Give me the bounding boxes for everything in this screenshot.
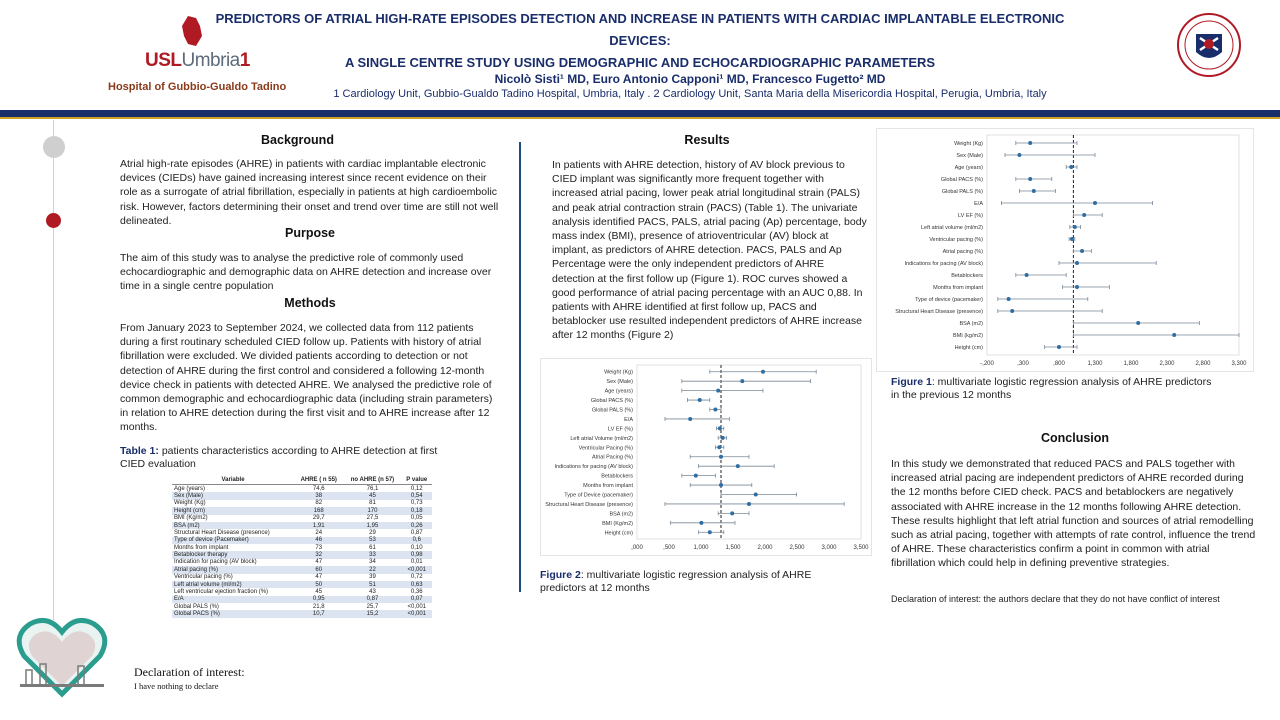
table-cell-value: 32 xyxy=(294,551,343,558)
declaration-left-text: I have nothing to declare xyxy=(134,681,219,691)
estimate-point xyxy=(718,426,722,430)
table-cell-variable: E/A xyxy=(172,596,294,603)
table-cell-value: 29,7 xyxy=(312,515,325,522)
forest-label: Atrial pacing (%) xyxy=(942,249,983,255)
table-row xyxy=(172,544,432,551)
table1-caption-label: Table 1: xyxy=(120,445,159,457)
table-cell-value: 0,01 xyxy=(410,559,423,566)
umbria-map-icon xyxy=(178,14,206,48)
forest-label: Months from implant xyxy=(933,285,983,291)
table-cell-variable: Sex (Male) xyxy=(172,492,294,499)
authors: Nicolò Sisti¹ MD, Euro Antonio Capponi¹ MD, Francesco Fugetto² MD xyxy=(494,72,886,86)
table-cell-variable: Global PALS (%) xyxy=(174,603,219,610)
forest-label: BMI (Kg/m2) xyxy=(602,520,633,527)
estimate-point xyxy=(719,483,723,487)
table-cell-value: 34 xyxy=(369,559,376,566)
estimate-point xyxy=(1136,321,1140,325)
forest-label: BSA (m2) xyxy=(609,511,633,518)
affiliation: 1 Cardiology Unit, Gubbio-Gualdo Tadino Hospital, Umbria, Italy . 2 Cardiology Unit, Santa Maria della Misericordia Hospital, Perugia, Umbria, Italy xyxy=(333,88,1047,100)
forest-label: E/A xyxy=(974,201,983,207)
estimate-point xyxy=(688,417,692,421)
table-cell-value: 0,10 xyxy=(410,544,423,551)
table1-body xyxy=(172,485,432,618)
forest-label: Global PACS (%) xyxy=(590,398,633,405)
university-seal xyxy=(1176,12,1242,83)
x-tick-label: 2,300 xyxy=(1159,361,1175,367)
estimate-point xyxy=(754,493,758,497)
table-cell-variable: Left ventricular ejection fraction (%) xyxy=(174,588,269,595)
table-row xyxy=(172,507,432,514)
forest-label: Sex (Male) xyxy=(956,153,983,159)
forest-label: Months from implant xyxy=(583,483,633,490)
estimate-point xyxy=(698,398,702,402)
table-row xyxy=(172,588,432,595)
table-row xyxy=(172,559,432,566)
estimate-point xyxy=(761,370,765,374)
table1-caption-text: patients characteristics according to AHRE detection at first CIED evaluation xyxy=(120,445,438,470)
title-line-2: A SINGLE CENTRE STUDY USING DEMOGRAPHIC AND ECHOCARDIOGRAPHIC PARAMETERS xyxy=(344,55,936,70)
figure2-box xyxy=(540,358,872,556)
x-tick-label: 1,500 xyxy=(725,545,741,551)
forest-label: Weight (Kg) xyxy=(954,141,983,147)
estimate-point xyxy=(1075,285,1079,289)
x-tick-label: ,500 xyxy=(663,545,675,551)
table1-caption xyxy=(120,445,450,471)
table-cell-value: 10,7 xyxy=(294,610,343,617)
purpose-heading: Purpose xyxy=(284,226,335,240)
table-cell-value: 0,12 xyxy=(410,485,423,492)
forest-label: Ventricular Pacing (%) xyxy=(578,445,633,452)
forest-label: LV EF (%) xyxy=(958,213,983,219)
forest-label: Sex (Male) xyxy=(606,379,633,386)
table-cell-value: 81 xyxy=(369,500,376,507)
table-cell-value: 46 xyxy=(294,537,343,544)
decorative-timeline xyxy=(53,120,54,620)
table1-col-header: AHRE ( n 55) xyxy=(294,476,343,485)
x-tick-label: 3,500 xyxy=(853,545,869,551)
methods-heading: Methods xyxy=(284,296,336,310)
table-row xyxy=(172,515,432,522)
figure1-box xyxy=(876,128,1254,372)
figure2-caption xyxy=(540,569,860,595)
table-cell-value: 47 xyxy=(315,574,323,581)
x-tick-label: 1,000 xyxy=(693,545,709,551)
estimate-point xyxy=(1025,273,1029,277)
table-cell-value: 0,26 xyxy=(402,522,433,529)
table-cell-value: 39 xyxy=(369,574,376,581)
figure1-caption-label: Figure 1 xyxy=(891,376,932,388)
forest-label: Atrial Pacing (%) xyxy=(592,454,633,461)
table-cell-value: 0,18 xyxy=(402,507,433,514)
heart-logo xyxy=(12,606,112,711)
table-cell-variable: BMI (Kg/m2) xyxy=(174,515,208,522)
table-row xyxy=(172,596,432,603)
table-cell-value: 0,6 xyxy=(402,537,433,544)
table-row xyxy=(172,574,432,581)
forest-label: BMI (kg/m2) xyxy=(953,333,983,339)
table-row xyxy=(172,492,432,499)
table-cell-value: 1,91 xyxy=(294,522,343,529)
table-cell-value: 73 xyxy=(315,544,323,551)
table-cell-value: 0,36 xyxy=(410,588,423,595)
forest-label: Type of Device (pacemaker) xyxy=(564,492,633,499)
table-cell-variable: Weight (Kg) xyxy=(174,500,206,507)
conclusion-text: In this study we demonstrated that reduced PACS and PALS together with increased atrial pacing are independent predictors of AHRE recorded during the 12 months before CIED check. PACS and betablockers are negatively associated with AHRE increase in the 12 months following AHRE detection. These results highlight that left atrial function and sources of atrial remodelling such as atrial pacing, together with attempts of rate control, influence the trend of AHRE. These characteristics confirm a point in common with atrial fibrillation which could help in defining preventive strategies. xyxy=(891,458,1256,570)
table1-col-header: no AHRE (n 57) xyxy=(343,476,401,485)
estimate-point xyxy=(740,379,744,383)
forest-label: Type of device (pacemaker) xyxy=(915,297,983,303)
x-tick-label: ,000 xyxy=(631,545,643,551)
x-tick-label: ,300 xyxy=(1017,361,1029,367)
usl-logo-mark xyxy=(178,14,206,53)
table1-header-row xyxy=(172,476,432,485)
forest-label: Ventricular pacing (%) xyxy=(929,237,983,243)
conclusion-declaration: Declaration of interest: the authors declare that they do not have conflict of interest xyxy=(891,594,1220,604)
estimate-point xyxy=(708,530,712,534)
forest-label: Global PALS (%) xyxy=(591,407,633,414)
table-cell-value: 21,8 xyxy=(312,603,325,610)
forest-label: Height (cm) xyxy=(954,345,983,351)
estimate-point xyxy=(694,474,698,478)
estimate-point xyxy=(1073,225,1077,229)
table-cell-value: 0,07 xyxy=(402,596,433,603)
table-cell-value: 33 xyxy=(343,551,401,558)
table-cell-value: 0,73 xyxy=(410,500,423,507)
table-cell-value: 51 xyxy=(343,581,401,588)
estimate-point xyxy=(713,408,717,412)
x-tick-label: 3,000 xyxy=(821,545,837,551)
figure2-caption-text: : multivariate logistic regression analysis of AHRE predictors at 12 months xyxy=(540,569,812,594)
table-cell-value: <0,001 xyxy=(402,566,433,573)
table-cell-value: 45 xyxy=(315,588,323,595)
table-cell-value: 29 xyxy=(369,529,376,536)
estimate-point xyxy=(1017,153,1021,157)
table-cell-value: 0,05 xyxy=(410,515,423,522)
table-row xyxy=(172,485,432,493)
forest-label: Structural Heart Disease (presence) xyxy=(545,501,633,508)
poster-title xyxy=(205,8,1075,74)
table1 xyxy=(172,476,432,618)
forest-label: Betablockers xyxy=(951,273,983,279)
table-row xyxy=(172,529,432,536)
table-row xyxy=(172,500,432,507)
figure2-caption-label: Figure 2 xyxy=(540,569,581,581)
x-tick-label: ,800 xyxy=(1053,361,1065,367)
table-cell-value: 0,54 xyxy=(402,492,433,499)
estimate-point xyxy=(730,511,734,515)
title-line-1: PREDICTORS OF ATRIAL HIGH-RATE EPISODES DETECTION AND INCREASE IN PATIENTS WITH CARDIAC IMPLANTABLE ELECTRONIC DEVICES: xyxy=(215,11,1065,48)
x-tick-label: 3,300 xyxy=(1231,361,1247,367)
estimate-point xyxy=(719,455,723,459)
table-cell-variable: Type of device (Pacemaker) xyxy=(172,537,294,544)
x-tick-label: 1,300 xyxy=(1087,361,1103,367)
university-seal-icon xyxy=(1176,12,1242,78)
table-cell-variable: Indication for pacing (AV block) xyxy=(174,559,257,566)
heart-icon xyxy=(12,606,112,706)
table-cell-value: 60 xyxy=(294,566,343,573)
forest-label: Indications for pacing (AV block) xyxy=(904,261,983,267)
table-row xyxy=(172,581,432,588)
table-cell-value: 22 xyxy=(343,566,401,573)
table-row xyxy=(172,610,432,617)
table-row xyxy=(172,537,432,544)
table-cell-value: 25,7 xyxy=(366,603,379,610)
table-cell-value: 0,95 xyxy=(294,596,343,603)
x-tick-label: 2,500 xyxy=(789,545,805,551)
header-band-accent xyxy=(0,117,1280,119)
table-row xyxy=(172,566,432,573)
table-cell-value: 0,87 xyxy=(343,596,401,603)
x-tick-label: 2,000 xyxy=(757,545,773,551)
table-cell-variable: Ventricular pacing (%) xyxy=(174,574,233,581)
table-cell-value: 0,63 xyxy=(402,581,433,588)
estimate-point xyxy=(1069,165,1073,169)
column-divider xyxy=(519,142,521,592)
estimate-point xyxy=(721,436,725,440)
figure1-caption-text: : multivariate logistic regression analysis of AHRE predictors in the previous 12 months xyxy=(891,376,1212,401)
estimate-point xyxy=(716,389,720,393)
table-cell-value: <0,001 xyxy=(402,610,433,617)
table-cell-variable: Structural Heart Disease (presence) xyxy=(174,529,270,536)
estimate-point xyxy=(736,464,740,468)
table-cell-value: 0,72 xyxy=(410,574,423,581)
table-cell-value: 38 xyxy=(294,492,343,499)
estimate-point xyxy=(1070,237,1074,241)
results-heading: Results xyxy=(684,133,730,147)
estimate-point xyxy=(747,502,751,506)
forest-label: Left atrial volume (ml/m2) xyxy=(920,225,983,231)
hospital-name: Hospital of Gubbio-Gualdo Tadino xyxy=(108,81,287,93)
table-cell-variable: BSA (m2) xyxy=(172,522,294,529)
table-cell-variable: Global PACS (%) xyxy=(172,610,294,617)
table-cell-value: 168 xyxy=(294,507,343,514)
purpose-text: The aim of this study was to analyse the predictive role of commonly used echocardiographic and demographic data on AHRE detection and increase over time in a single centre population xyxy=(120,252,492,293)
table-cell-value: 0,98 xyxy=(402,551,433,558)
forest-label: BSA (m2) xyxy=(959,321,983,327)
figure1-caption xyxy=(891,376,1221,402)
background-text: Atrial high-rate episodes (AHRE) in patients with cardiac implantable electronic devices (CIEDs) have gained increasing interest since recent evidence on their role as a surrogate of atrial fibrillation, especially in patients at high cardioembolic risk. However, factors determining their onset and trend over time are still not well delineated. xyxy=(120,158,499,227)
forest-label: E/A xyxy=(624,416,633,423)
estimate-point xyxy=(717,445,721,449)
plot-frame xyxy=(987,135,1239,355)
table-cell-value: <0,001 xyxy=(407,603,427,610)
table-cell-value: 170 xyxy=(343,507,401,514)
estimate-point xyxy=(1057,345,1061,349)
table-cell-value: 1,95 xyxy=(343,522,401,529)
estimate-point xyxy=(1172,333,1176,337)
forest-label: Structural Heart Disease (presence) xyxy=(895,309,983,315)
table-cell-variable: Betablocker therapy xyxy=(172,551,294,558)
table-cell-value: 50 xyxy=(294,581,343,588)
forest-label: LV EF (%) xyxy=(608,426,633,433)
timeline-dot-grey xyxy=(43,136,65,158)
estimate-point xyxy=(1032,189,1036,193)
forest-label: Age (years) xyxy=(954,165,983,171)
forest-label: Indications for pacing (AV block) xyxy=(554,464,633,471)
estimate-point xyxy=(1007,297,1011,301)
declaration-left-heading: Declaration of interest: xyxy=(134,665,245,679)
table-cell-value: 61 xyxy=(369,544,376,551)
estimate-point xyxy=(1028,141,1032,145)
table1-col-header: P value xyxy=(402,476,433,485)
forest-label: Height (cm) xyxy=(604,530,633,537)
table-cell-value: 53 xyxy=(343,537,401,544)
table-cell-value: 47 xyxy=(315,559,323,566)
table-cell-value: 0,87 xyxy=(410,529,423,536)
table-row xyxy=(172,603,432,610)
table-cell-value: 43 xyxy=(369,588,376,595)
estimate-point xyxy=(1080,249,1084,253)
figure1-forest-plot xyxy=(877,129,1253,371)
table-cell-value: 76,1 xyxy=(366,485,379,492)
estimate-point xyxy=(1028,177,1032,181)
forest-label: Betablockers xyxy=(601,473,633,480)
estimate-point xyxy=(1082,213,1086,217)
estimate-point xyxy=(1010,309,1014,313)
timeline-dot-red xyxy=(46,213,61,228)
forest-label: Global PACS (%) xyxy=(940,177,983,183)
table-row xyxy=(172,551,432,558)
table-cell-variable: Left atrial volume (ml/m2) xyxy=(172,581,294,588)
methods-text: From January 2023 to September 2024, we collected data from 112 patients during a first routinary scheduled CIED follow up. Patients with history of atrial fibrillation were excluded. We divided patients according to detection or not detection of AHRE during the first control and considered a following 12-month device check in patients with detected AHRE. We analysed the predictive role of common demographic and echocardiographic data (including strain parameters) in relation to AHRE detection during the first visit and to AHRE increase after 12 months. xyxy=(120,322,493,434)
x-tick-label: 1,800 xyxy=(1123,361,1139,367)
table-cell-variable: Atrial pacing (%) xyxy=(172,566,294,573)
x-tick-label: -,200 xyxy=(980,361,994,367)
forest-label: Global PALS (%) xyxy=(941,189,983,195)
table1-col-header: Variable xyxy=(172,476,294,485)
table-cell-variable: Months from implant xyxy=(174,544,229,551)
estimate-point xyxy=(1075,261,1079,265)
table-cell-value: 24 xyxy=(315,529,323,536)
x-tick-label: 2,800 xyxy=(1195,361,1211,367)
results-text: In patients with AHRE detection, history of AV block previous to CIED implant was significantly more frequent together with increased atrial pacing, lower peak atrial longitudinal strain (PALS) and peak atrial contraction strain (PACS) (Table 1). The univariate analysis identified PACS, PALS, atrial pacing (Ap) percentage, body mass index (BMI), presence of atrioventricular (AV) block at implant, as predictors of AHRE detection. PACS, PALS and Ap Percentage were the only independent predictors of AHRE detection at the first follow up (Figure 1). ROC curves showed a good performance of atrial pacing percentage with an AUC 0,88. In patients with AHRE identified at first follow up, PACS and betablocker use resulted independent predictors of AHRE increase after 12 months (Figure 2) xyxy=(552,159,867,342)
logo-num-part: 1 xyxy=(239,50,250,71)
estimate-point xyxy=(1093,201,1097,205)
table-cell-variable: Age (years) xyxy=(174,485,206,492)
background-heading: Background xyxy=(261,133,334,147)
logo-umbria-part: Umbria xyxy=(181,50,240,71)
conclusion-heading: Conclusion xyxy=(1040,431,1110,445)
table-cell-value: 82 xyxy=(315,500,323,507)
table-cell-variable: Height (cm) xyxy=(172,507,294,514)
table-cell-value: 74,6 xyxy=(312,485,325,492)
forest-label: Left atrial Volume (ml/m2) xyxy=(570,435,633,442)
table-cell-value: 27,5 xyxy=(366,515,379,522)
forest-label: Age (years) xyxy=(604,388,633,395)
estimate-point xyxy=(699,521,703,525)
logo-usl-part: USL xyxy=(145,50,182,71)
forest-label: Weight (Kg) xyxy=(604,369,633,376)
table-cell-value: 45 xyxy=(343,492,401,499)
table-row xyxy=(172,522,432,529)
table-cell-value: 15,2 xyxy=(343,610,401,617)
figure2-forest-plot xyxy=(541,359,871,555)
